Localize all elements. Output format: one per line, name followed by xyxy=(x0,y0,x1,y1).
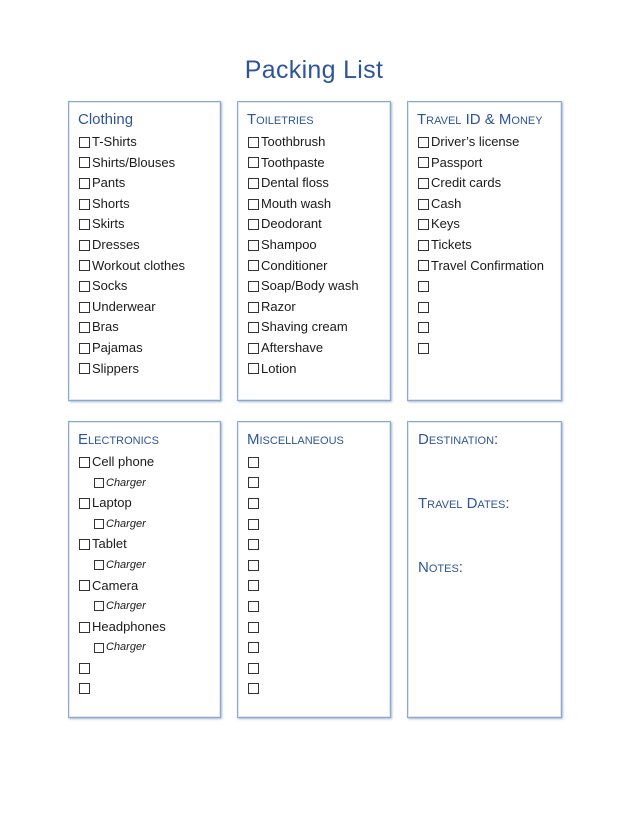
checklist-item[interactable] xyxy=(78,617,220,638)
checkbox-icon[interactable] xyxy=(79,199,90,210)
checkbox-icon[interactable] xyxy=(94,519,104,529)
checkbox-icon[interactable] xyxy=(94,643,104,653)
item-label: Workout clothes xyxy=(92,257,185,273)
item-label: Keys xyxy=(431,216,460,232)
checklist-item[interactable] xyxy=(247,214,390,235)
toiletries-list xyxy=(247,132,390,379)
checkbox-icon[interactable] xyxy=(79,622,90,633)
checklist-item[interactable] xyxy=(417,317,561,338)
checkbox-icon[interactable] xyxy=(79,539,90,550)
checkbox-icon[interactable] xyxy=(418,199,429,210)
item-label: Camera xyxy=(92,577,139,593)
checklist-item[interactable] xyxy=(247,194,390,215)
item-label: Mouth wash xyxy=(261,195,332,211)
item-label: Tickets xyxy=(431,236,472,252)
checkbox-icon[interactable] xyxy=(418,281,429,292)
checklist-item[interactable] xyxy=(247,297,390,318)
checkbox-icon[interactable] xyxy=(79,343,90,354)
checkbox-icon[interactable] xyxy=(418,322,429,333)
checklist-item[interactable] xyxy=(78,256,220,277)
checkbox-icon[interactable] xyxy=(248,281,259,292)
checkbox-icon[interactable] xyxy=(248,601,259,612)
checkbox-icon[interactable] xyxy=(79,260,90,271)
checkbox-icon[interactable] xyxy=(248,178,259,189)
item-label: Pajamas xyxy=(92,339,143,355)
page-title: Packing List xyxy=(244,56,384,84)
checklist-item[interactable] xyxy=(247,637,390,658)
checkbox-icon[interactable] xyxy=(248,322,259,333)
checkbox-icon[interactable] xyxy=(418,240,429,251)
notes-label: Notes: xyxy=(418,559,463,576)
checklist-item[interactable] xyxy=(417,276,561,297)
checkbox-icon[interactable] xyxy=(79,157,90,168)
checkbox-icon[interactable] xyxy=(248,260,259,271)
checklist-item[interactable] xyxy=(417,153,561,174)
checklist-item[interactable] xyxy=(247,359,390,380)
item-label: Charger xyxy=(106,476,146,489)
checklist-item[interactable] xyxy=(78,317,220,338)
clothing-section xyxy=(68,101,221,401)
item-label: T-Shirts xyxy=(92,134,137,149)
checklist-item[interactable] xyxy=(78,214,220,235)
checkbox-icon[interactable] xyxy=(248,240,259,251)
item-label: Pants xyxy=(92,175,126,191)
checkbox-icon[interactable] xyxy=(79,219,90,230)
item-label: Skirts xyxy=(92,216,125,232)
checkbox-icon[interactable] xyxy=(79,281,90,292)
checklist-item[interactable] xyxy=(247,555,390,576)
item-label: Charger xyxy=(106,558,146,571)
item-label: Headphones xyxy=(92,618,166,634)
checklist-item[interactable] xyxy=(247,576,390,597)
checklist-item[interactable] xyxy=(247,534,390,555)
checklist-item[interactable] xyxy=(78,132,220,153)
destination-label: Destination: xyxy=(418,431,499,448)
item-label: Deodorant xyxy=(261,216,322,232)
checkbox-icon[interactable] xyxy=(248,560,259,571)
item-label: Passport xyxy=(431,154,483,170)
item-label: Cash xyxy=(431,195,462,211)
checkbox-icon[interactable] xyxy=(418,157,429,168)
item-label: Laptop xyxy=(92,495,132,511)
checklist-item[interactable] xyxy=(417,338,561,359)
checkbox-icon[interactable] xyxy=(248,683,259,694)
checkbox-icon[interactable] xyxy=(248,477,259,488)
item-label: Cell phone xyxy=(92,454,155,469)
checklist-item[interactable] xyxy=(247,153,390,174)
checklist-item[interactable] xyxy=(78,235,220,256)
clothing-title: Clothing xyxy=(78,111,134,128)
miscellaneous-section xyxy=(237,421,391,718)
checklist-item[interactable] xyxy=(417,235,561,256)
checklist-item[interactable] xyxy=(247,493,390,514)
checklist-item[interactable] xyxy=(247,256,390,277)
checklist-item[interactable] xyxy=(417,297,561,318)
checklist-item[interactable] xyxy=(247,452,390,473)
checkbox-icon[interactable] xyxy=(79,363,90,374)
item-label: Driver’s license xyxy=(431,134,520,149)
item-label: Toothpaste xyxy=(261,154,325,170)
travel-id-list xyxy=(417,132,561,359)
item-label: Aftershave xyxy=(261,339,324,355)
checkbox-icon[interactable] xyxy=(248,302,259,313)
checkbox-icon[interactable] xyxy=(418,178,429,189)
checkbox-icon[interactable] xyxy=(248,457,259,468)
item-label: Shampoo xyxy=(261,236,317,252)
travel-id-section xyxy=(407,101,562,401)
checklist-item[interactable] xyxy=(417,194,561,215)
item-label: Shaving cream xyxy=(261,319,348,335)
item-label: Charger xyxy=(106,641,146,654)
checkbox-icon[interactable] xyxy=(248,622,259,633)
toiletries-title: Toiletries xyxy=(247,111,314,128)
item-label: Charger xyxy=(106,600,146,613)
checklist-item[interactable] xyxy=(247,235,390,256)
checklist-item[interactable] xyxy=(78,534,220,555)
checkbox-icon[interactable] xyxy=(248,157,259,168)
checklist-item[interactable] xyxy=(417,256,561,277)
item-label: Razor xyxy=(261,298,296,314)
checklist-item[interactable] xyxy=(78,359,220,380)
item-label: Toothbrush xyxy=(261,134,326,149)
item-label: Socks xyxy=(92,278,128,294)
checkbox-icon[interactable] xyxy=(418,302,429,313)
checkbox-icon[interactable] xyxy=(248,642,259,653)
checklist-item[interactable] xyxy=(247,617,390,638)
clothing-list xyxy=(78,132,220,379)
checkbox-icon[interactable] xyxy=(79,302,90,313)
checkbox-icon[interactable] xyxy=(248,363,259,374)
checklist-item[interactable] xyxy=(247,132,390,153)
electronics-list xyxy=(78,452,220,699)
item-label: Underwear xyxy=(92,298,156,314)
checklist-item[interactable] xyxy=(247,338,390,359)
toiletries-section xyxy=(237,101,391,401)
checkbox-icon[interactable] xyxy=(248,219,259,230)
item-label: Credit cards xyxy=(431,175,502,191)
checkbox-icon[interactable] xyxy=(418,137,429,148)
checkbox-icon[interactable] xyxy=(79,322,90,333)
checkbox-icon[interactable] xyxy=(418,219,429,230)
checkbox-icon[interactable] xyxy=(248,498,259,509)
checklist-item[interactable] xyxy=(78,173,220,194)
checklist-item[interactable] xyxy=(78,338,220,359)
checklist-item[interactable] xyxy=(78,576,220,597)
checklist-item[interactable] xyxy=(78,276,220,297)
checklist-item[interactable] xyxy=(247,658,390,679)
checkbox-icon[interactable] xyxy=(418,343,429,354)
item-label: Conditioner xyxy=(261,257,328,273)
checklist-item[interactable] xyxy=(78,493,220,514)
checklist-item[interactable] xyxy=(78,153,220,174)
checkbox-icon[interactable] xyxy=(248,580,259,591)
checkbox-icon[interactable] xyxy=(79,457,90,468)
checklist-item[interactable] xyxy=(247,679,390,700)
checkbox-icon[interactable] xyxy=(248,199,259,210)
item-label: Bras xyxy=(92,319,119,335)
checklist-item[interactable] xyxy=(417,214,561,235)
checkbox-icon[interactable] xyxy=(94,478,104,488)
item-label: Shorts xyxy=(92,195,130,211)
checklist-item[interactable] xyxy=(247,514,390,535)
checklist-item[interactable] xyxy=(417,132,561,153)
checklist-item[interactable] xyxy=(78,194,220,215)
checklist-item[interactable] xyxy=(417,173,561,194)
checkbox-icon[interactable] xyxy=(248,343,259,354)
checklist-item[interactable] xyxy=(78,452,220,473)
checkbox-icon[interactable] xyxy=(248,137,259,148)
item-label: Travel Confirmation xyxy=(431,257,544,273)
item-label: Shirts/Blouses xyxy=(92,154,176,170)
sub-checklist-item[interactable] xyxy=(78,555,220,576)
checkbox-icon[interactable] xyxy=(418,260,429,271)
checklist-item[interactable] xyxy=(78,297,220,318)
item-label: Lotion xyxy=(261,360,297,376)
travel-dates-label: Travel Dates: xyxy=(418,495,510,512)
checkbox-icon[interactable] xyxy=(79,663,90,674)
miscellaneous-title: Miscellaneous xyxy=(247,431,344,448)
checklist-item[interactable] xyxy=(247,317,390,338)
checklist-item[interactable] xyxy=(78,679,220,700)
checkbox-icon[interactable] xyxy=(248,539,259,550)
checkbox-icon[interactable] xyxy=(94,601,104,611)
checkbox-icon[interactable] xyxy=(79,137,90,148)
sub-checklist-item[interactable] xyxy=(78,514,220,535)
travel-id-title: Travel ID & Money xyxy=(417,111,543,128)
electronics-section xyxy=(68,421,221,718)
item-label: Charger xyxy=(106,517,146,530)
checkbox-icon[interactable] xyxy=(79,580,90,591)
item-label: Slippers xyxy=(92,360,139,376)
item-label: Soap/Body wash xyxy=(261,278,359,294)
sub-checklist-item[interactable] xyxy=(78,596,220,617)
miscellaneous-list xyxy=(247,452,390,699)
checkbox-icon[interactable] xyxy=(79,178,90,189)
electronics-title: Electronics xyxy=(78,431,159,448)
item-label: Dresses xyxy=(92,236,140,252)
checkbox-icon[interactable] xyxy=(79,498,90,509)
checklist-item[interactable] xyxy=(247,276,390,297)
checklist-item[interactable] xyxy=(247,596,390,617)
checklist-item[interactable] xyxy=(247,473,390,494)
sub-checklist-item[interactable] xyxy=(78,637,220,658)
sub-checklist-item[interactable] xyxy=(78,473,220,494)
item-label: Dental floss xyxy=(261,175,329,191)
trip-info-section xyxy=(407,421,562,718)
checkbox-icon[interactable] xyxy=(79,240,90,251)
checkbox-icon[interactable] xyxy=(79,683,90,694)
checkbox-icon[interactable] xyxy=(248,663,259,674)
checklist-item[interactable] xyxy=(78,658,220,679)
item-label: Tablet xyxy=(92,536,127,552)
checklist-item[interactable] xyxy=(247,173,390,194)
checkbox-icon[interactable] xyxy=(248,519,259,530)
checkbox-icon[interactable] xyxy=(94,560,104,570)
